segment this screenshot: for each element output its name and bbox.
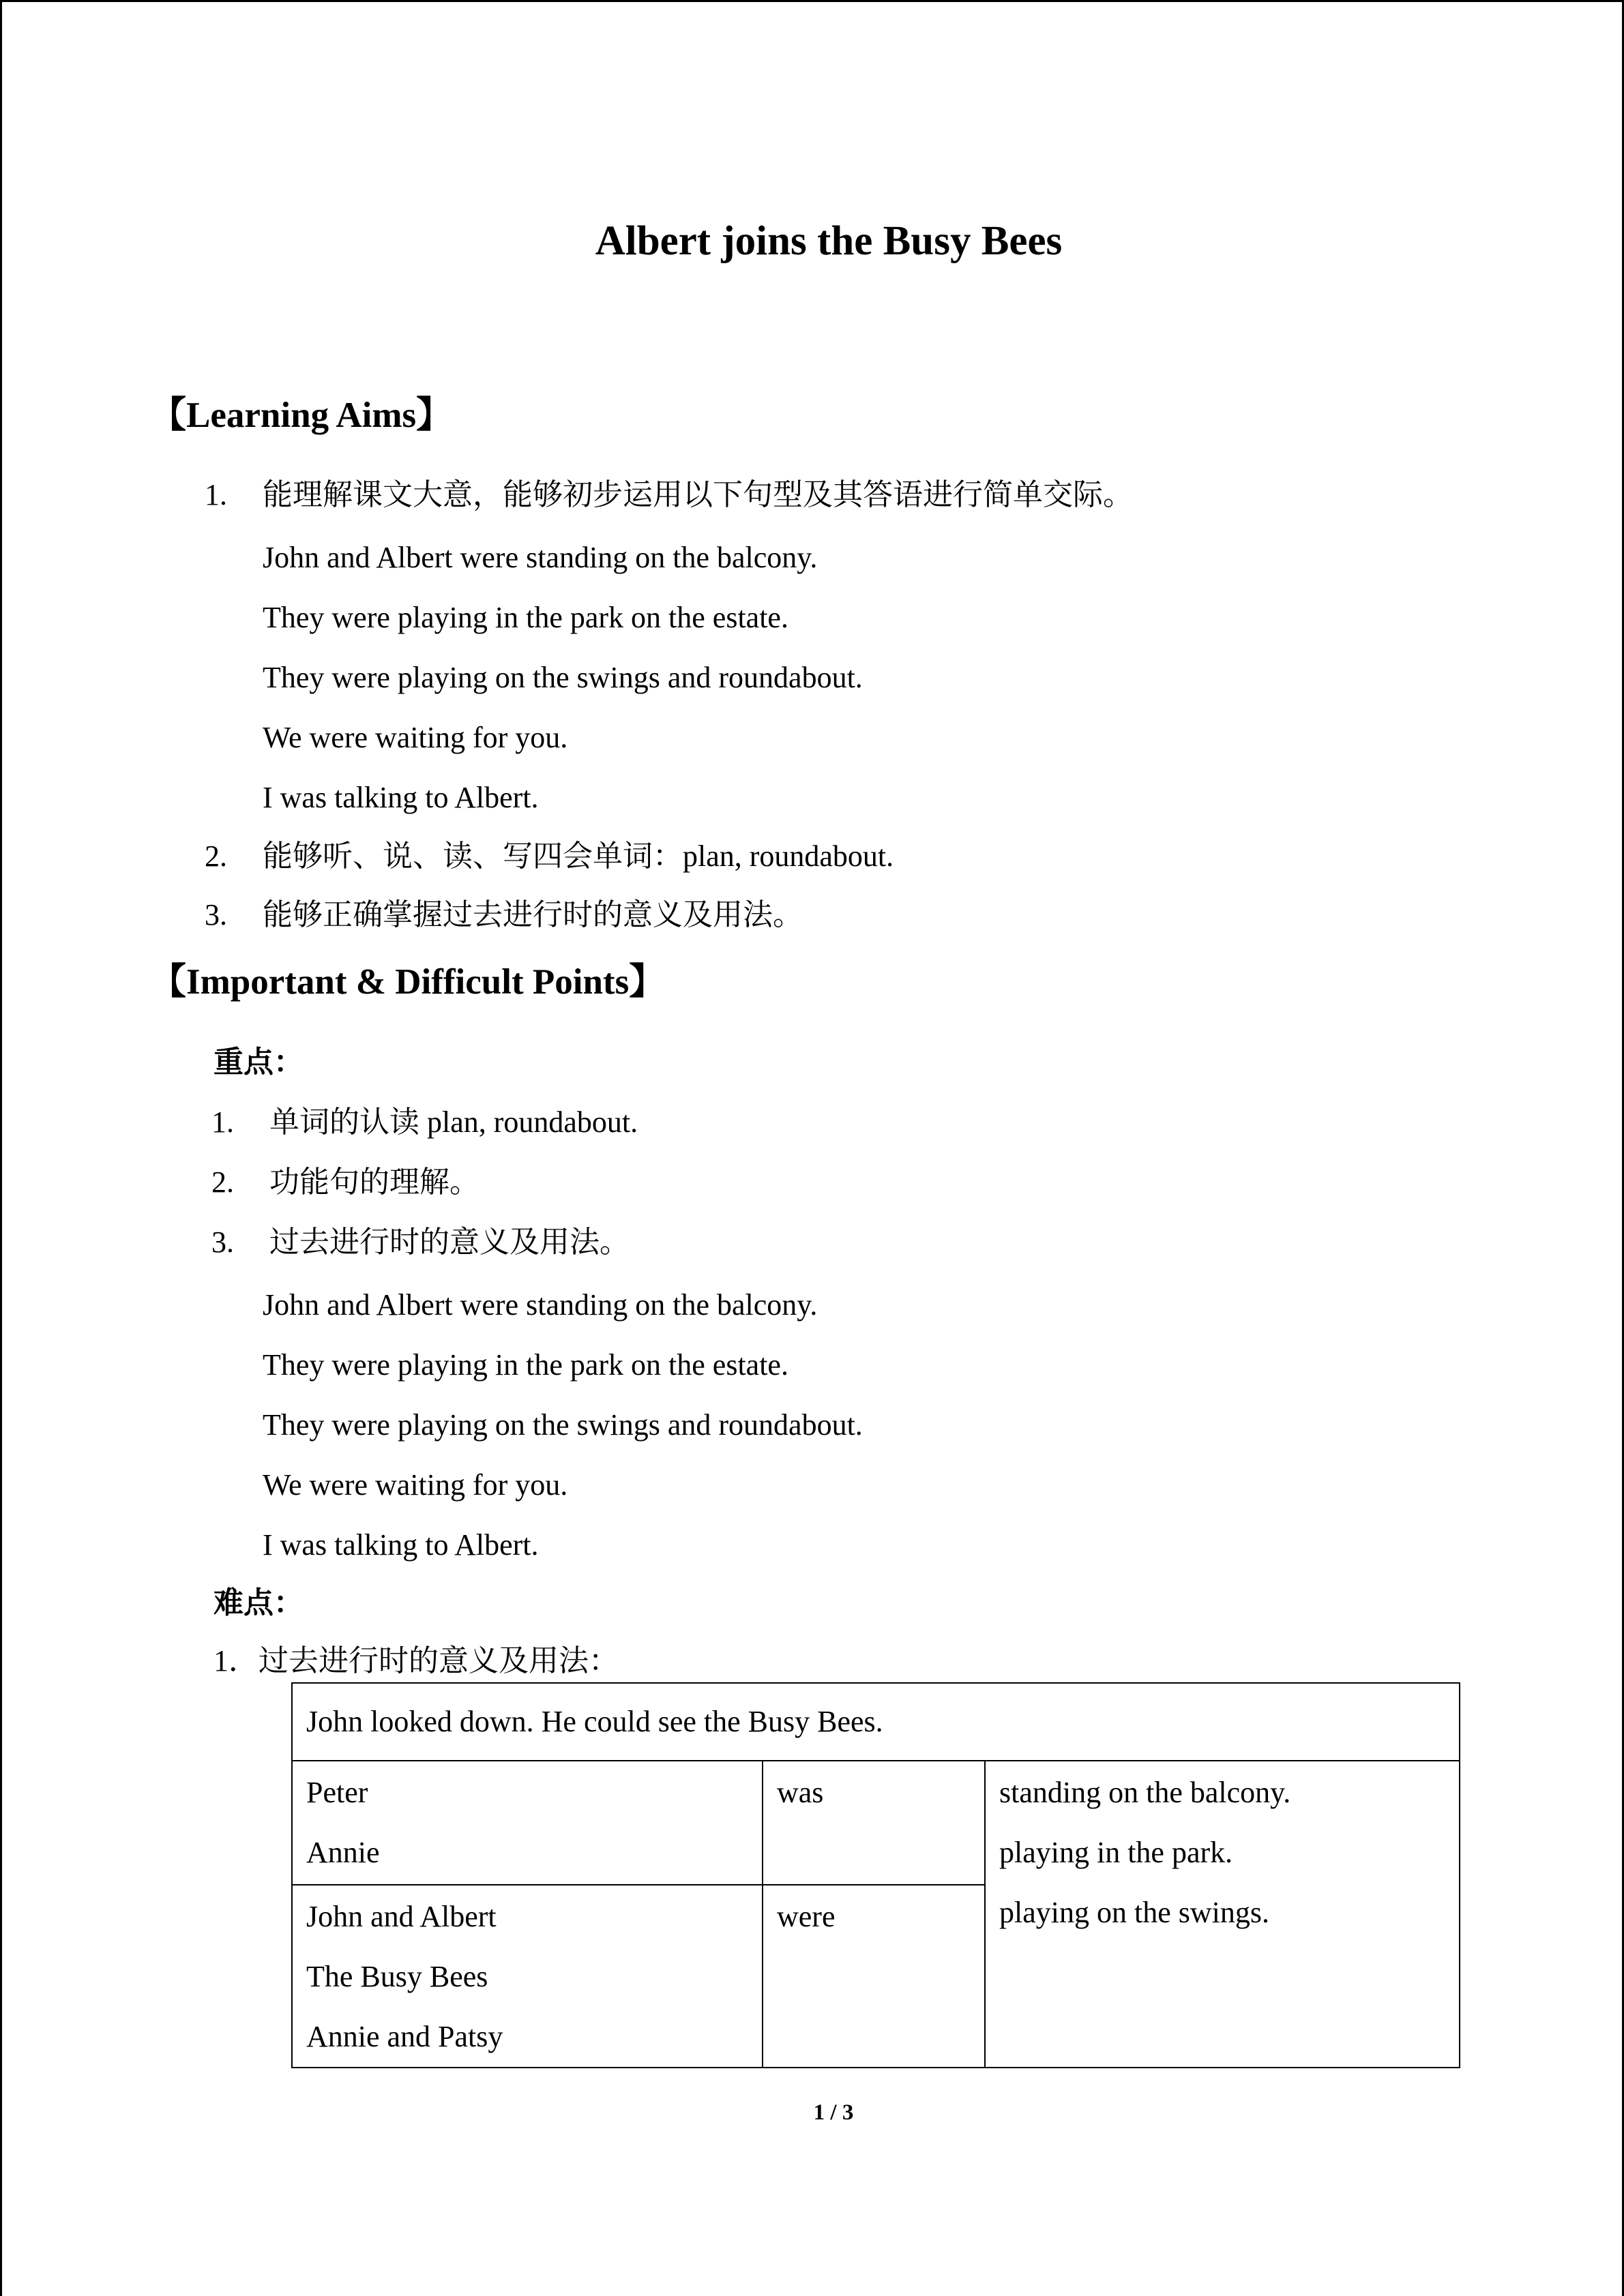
- aims-item-2-text: 能够听、说、读、写四会单词：plan, roundabout.: [263, 839, 894, 873]
- key-item-3-text: 过去进行时的意义及用法。: [269, 1225, 630, 1259]
- key-item-3: [211, 1222, 630, 1263]
- subject-plural-3: Annie and Patsy: [306, 2020, 503, 2053]
- verb-singular: was: [777, 1776, 824, 1809]
- points-heading: 【Important & Difficult Points】: [150, 962, 666, 1002]
- subject-singular-2: Annie: [306, 1836, 380, 1869]
- predicates-cell: [985, 1761, 1460, 2068]
- key-item-2-number: 2.: [211, 1165, 234, 1199]
- predicate-2: playing in the park.: [999, 1836, 1233, 1869]
- key-points-label: 重点：: [213, 1045, 304, 1079]
- key-item-1-number: 1.: [211, 1105, 234, 1139]
- key-item-2: [211, 1162, 479, 1203]
- aims-sentence-4: We were waiting for you.: [263, 721, 568, 754]
- difficult-points-label: 难点：: [213, 1586, 304, 1620]
- points-sentence-5: I was talking to Albert.: [263, 1528, 539, 1562]
- subjects-singular-cell: [292, 1761, 763, 1885]
- subjects-plural-cell: [292, 1885, 763, 2068]
- key-item-1: [211, 1102, 638, 1143]
- aims-sentence-1: John and Albert were standing on the balcony.: [263, 541, 818, 574]
- aims-item-1-number: 1.: [205, 478, 227, 511]
- subject-plural-1: John and Albert: [306, 1900, 497, 1933]
- verb-singular-cell: [763, 1761, 985, 1885]
- table-row-singular: [292, 1761, 1460, 1885]
- verb-plural: were: [777, 1900, 836, 1933]
- points-sentence-4: We were waiting for you.: [263, 1468, 568, 1502]
- aims-item-2-number: 2.: [205, 839, 227, 873]
- aims-sentence-3: They were playing on the swings and roundabout.: [263, 661, 863, 694]
- predicate-1: standing on the balcony.: [999, 1776, 1291, 1809]
- points-sentence-2: They were playing in the park on the estate.: [263, 1348, 788, 1382]
- past-continuous-table: [291, 1682, 1460, 2068]
- aims-item-3-number: 3.: [205, 898, 227, 931]
- aims-item-3: [205, 895, 803, 936]
- points-sentence-3: They were playing on the swings and roundabout.: [263, 1408, 863, 1442]
- aims-item-2: [205, 836, 894, 877]
- difficult-item-1: 1．过去进行时的意义及用法：: [213, 1644, 619, 1678]
- aims-sentence-2: They were playing in the park on the estate.: [263, 601, 788, 634]
- key-item-3-number: 3.: [211, 1225, 234, 1259]
- predicate-3: playing on the swings.: [999, 1896, 1269, 1929]
- document-title: Albert joins the Busy Bees: [595, 218, 1063, 264]
- aims-item-1: [205, 475, 1133, 516]
- key-item-2-text: 功能句的理解。: [269, 1165, 479, 1199]
- table-header-cell: [292, 1683, 1460, 1761]
- learning-aims-heading: 【Learning Aims】: [150, 396, 453, 435]
- aims-item-3-text: 能够正确掌握过去进行时的意义及用法。: [263, 898, 803, 931]
- aims-sentence-5: I was talking to Albert.: [263, 781, 539, 814]
- subject-singular-1: Peter: [306, 1776, 368, 1809]
- table-header-row: [292, 1683, 1460, 1761]
- subject-plural-2: The Busy Bees: [306, 1960, 488, 1993]
- key-item-1-text: 单词的认读 plan, roundabout.: [269, 1105, 638, 1139]
- page-indicator: 1 / 3: [813, 2100, 854, 2125]
- aims-item-1-text: 能理解课文大意，能够初步运用以下句型及其答语进行简单交际。: [263, 478, 1133, 511]
- table-header-text: John looked down. He could see the Busy Bees.: [306, 1705, 883, 1738]
- verb-plural-cell: [763, 1885, 985, 2068]
- points-sentence-1: John and Albert were standing on the balcony.: [263, 1288, 818, 1322]
